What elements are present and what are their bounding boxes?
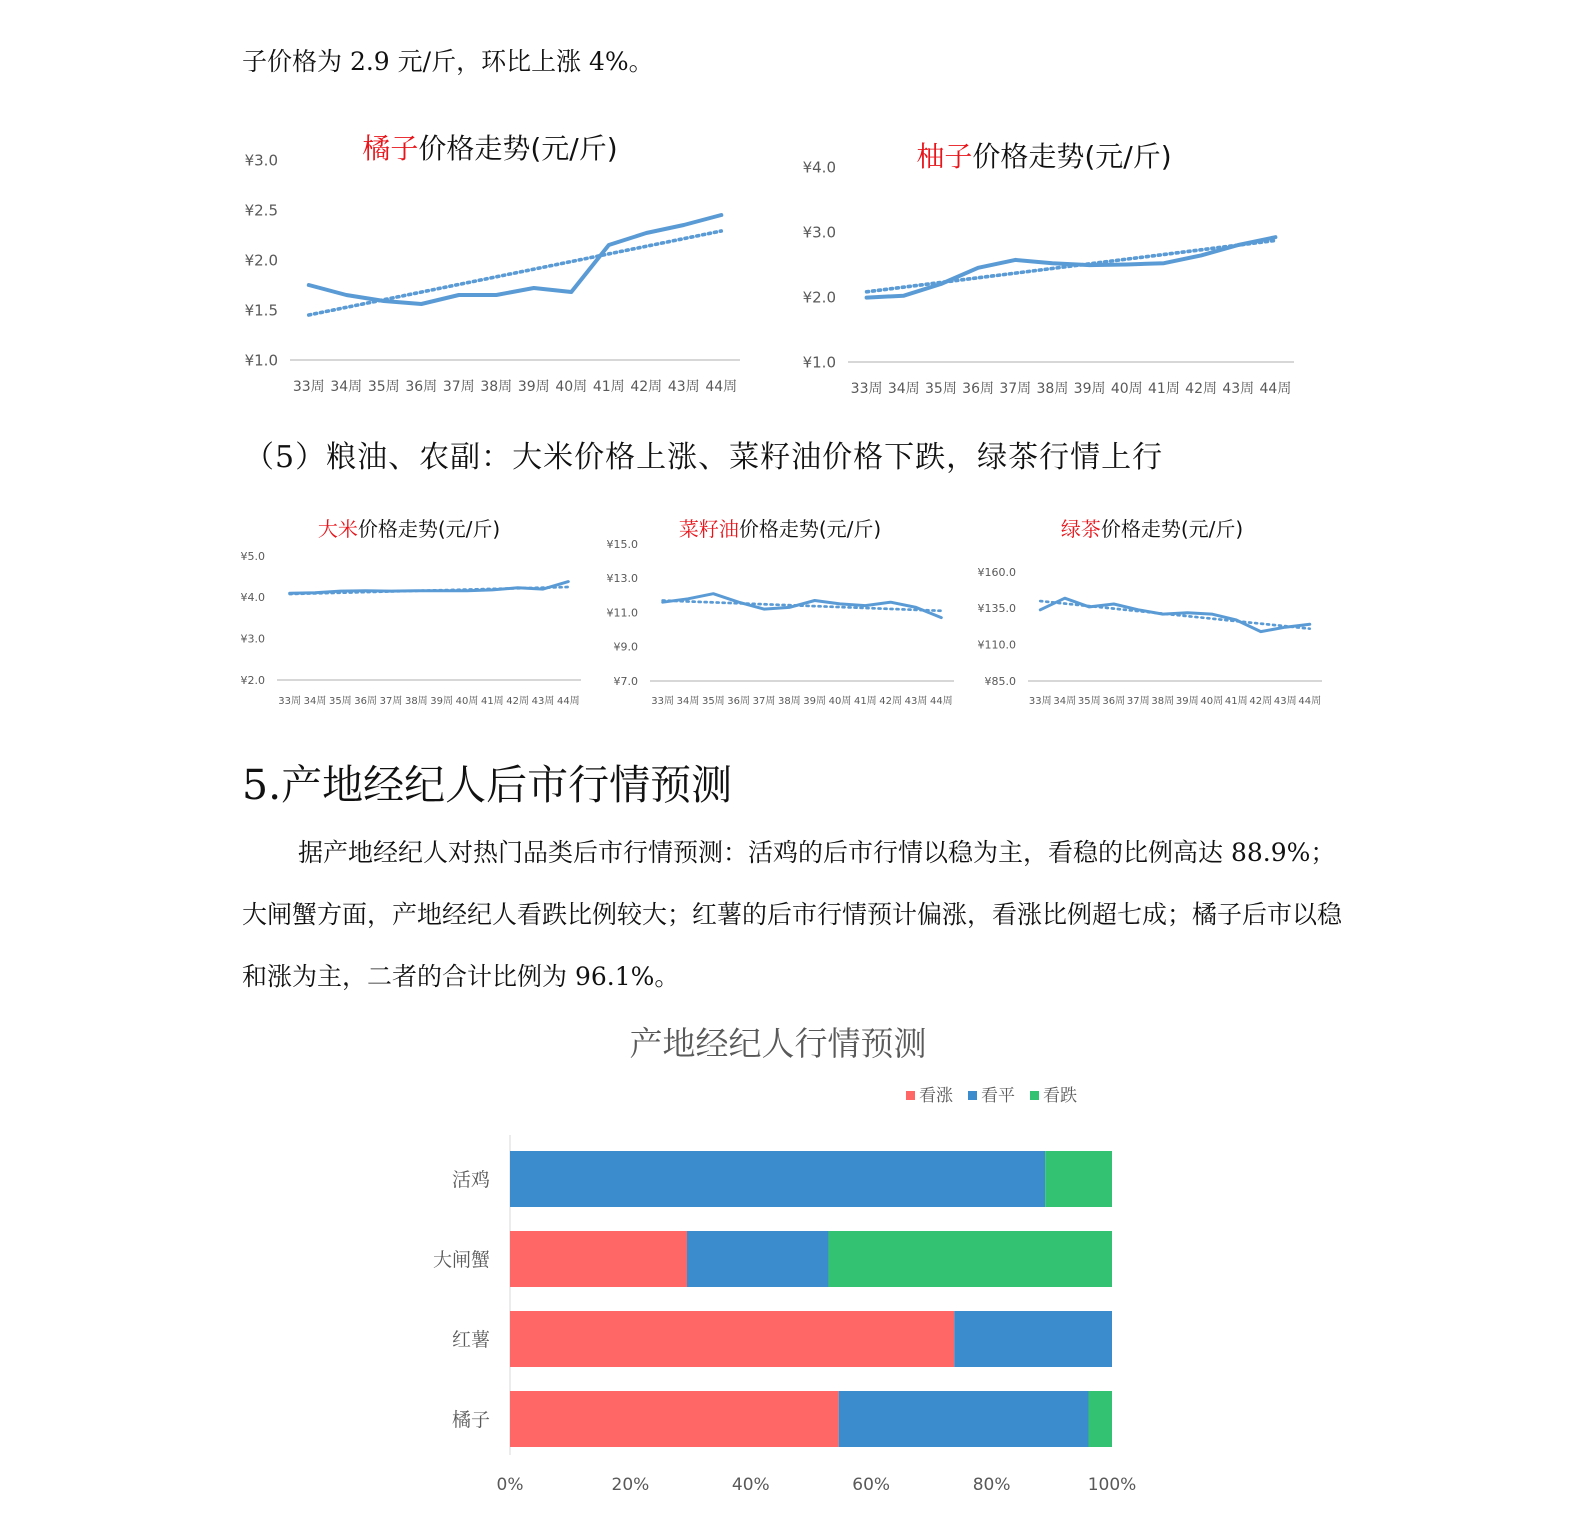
x-tick-label: 42周 <box>1249 696 1273 707</box>
y-tick-label: ¥2.5 <box>244 201 278 220</box>
y-tick-label: ¥3.0 <box>240 632 265 646</box>
x-tick-label: 44周 <box>1298 696 1322 707</box>
bar-segment <box>828 1231 1112 1287</box>
x-tick-label: 41周 <box>1224 696 1248 707</box>
bar-segment <box>1089 1391 1112 1447</box>
y-tick-label: ¥135.0 <box>977 602 1016 616</box>
broker-forecast-chart <box>400 1015 1180 1495</box>
x-tick-label: 44周 <box>556 696 580 707</box>
chart-title-rest: 价格走势(元/斤) <box>738 517 882 541</box>
x-tick-label: 40周 <box>1200 696 1224 707</box>
legend-swatch <box>906 1091 915 1100</box>
y-tick-label: ¥2.0 <box>240 673 265 687</box>
chart-title <box>1061 517 1243 541</box>
bar-segment <box>1045 1151 1112 1207</box>
trendline <box>663 601 942 611</box>
x-tick-label: 34周 <box>887 381 920 397</box>
x-tick-label: 37周 <box>442 379 475 395</box>
x-tick-label: 39周 <box>517 379 550 395</box>
x-tick-label: 35周 <box>328 696 352 707</box>
y-tick-label: ¥1.0 <box>802 353 836 372</box>
y-tick-label: ¥2.0 <box>244 251 278 270</box>
section-title: 5.产地经纪人后市行情预测 <box>242 761 733 809</box>
orange-price-chart <box>232 120 752 405</box>
x-tick-label: 40% <box>731 1475 770 1495</box>
chart-title: 产地经纪人行情预测 <box>629 1024 927 1063</box>
legend-label: 看平 <box>981 1086 1015 1106</box>
x-tick-label: 40周 <box>828 696 852 707</box>
x-tick-label: 40周 <box>555 379 588 395</box>
category-label: 橘子 <box>451 1409 490 1431</box>
chart-title <box>679 517 881 541</box>
x-tick-label: 60% <box>852 1475 891 1495</box>
x-tick-label: 36周 <box>1102 696 1126 707</box>
bar-segment <box>510 1391 839 1447</box>
x-tick-label: 43周 <box>1273 696 1297 707</box>
x-tick-label: 44周 <box>705 379 738 395</box>
chart-title-highlight: 菜籽油 <box>678 517 739 541</box>
x-tick-label: 41周 <box>853 696 877 707</box>
intro-line: 子价格为 2.9 元/斤，环比上涨 4%。 <box>242 47 654 76</box>
x-tick-label: 44周 <box>929 696 953 707</box>
y-tick-label: ¥11.0 <box>606 606 638 620</box>
x-tick-label: 43周 <box>904 696 928 707</box>
price-series-line <box>1040 598 1310 631</box>
y-tick-label: ¥1.5 <box>244 301 278 320</box>
y-tick-label: ¥4.0 <box>240 591 265 605</box>
chart-title <box>318 517 500 541</box>
chart-title-rest: 价格走势(元/斤) <box>972 140 1172 173</box>
x-tick-label: 42周 <box>1185 381 1217 397</box>
price-series-line <box>309 215 722 304</box>
chart-title-rest: 价格走势(元/斤) <box>1100 517 1244 541</box>
y-tick-label: ¥1.0 <box>244 351 278 370</box>
bar-segment <box>954 1311 1112 1367</box>
legend-swatch <box>968 1091 977 1100</box>
y-tick-label: ¥85.0 <box>984 674 1016 688</box>
x-tick-label: 38周 <box>777 696 801 707</box>
x-tick-label: 37周 <box>999 381 1032 397</box>
x-tick-label: 38周 <box>480 379 513 395</box>
category-label: 大闸蟹 <box>432 1249 490 1271</box>
x-tick-label: 36周 <box>354 696 378 707</box>
x-tick-label: 34周 <box>330 379 363 395</box>
x-tick-label: 33周 <box>292 379 325 395</box>
chart-title <box>362 132 617 165</box>
x-tick-label: 34周 <box>1053 696 1077 707</box>
x-tick-label: 38周 <box>1151 696 1175 707</box>
x-tick-label: 42周 <box>506 696 530 707</box>
pomelo-price-chart <box>792 128 1312 408</box>
x-tick-label: 34周 <box>303 696 327 707</box>
chart-title-highlight: 橘子 <box>362 132 419 165</box>
y-tick-label: ¥4.0 <box>802 158 836 177</box>
x-tick-label: 35周 <box>701 696 725 707</box>
x-tick-label: 39周 <box>803 696 827 707</box>
chart-title-highlight: 绿茶 <box>1060 517 1101 541</box>
x-tick-label: 36周 <box>405 379 438 395</box>
legend-swatch <box>1030 1091 1039 1100</box>
x-tick-label: 40周 <box>455 696 479 707</box>
x-tick-label: 36周 <box>962 381 994 397</box>
category-label: 活鸡 <box>451 1169 490 1191</box>
legend-label: 看跌 <box>1043 1086 1077 1106</box>
chart-title-highlight: 大米 <box>317 517 358 541</box>
rapeseed-oil-price-chart <box>608 508 970 718</box>
y-tick-label: ¥13.0 <box>606 572 638 586</box>
x-tick-label: 33周 <box>850 381 883 397</box>
green-tea-price-chart <box>977 508 1344 718</box>
x-tick-label: 37周 <box>752 696 776 707</box>
x-tick-label: 33周 <box>651 696 675 707</box>
x-tick-label: 35周 <box>925 381 957 397</box>
x-tick-label: 39周 <box>430 696 454 707</box>
bar-segment <box>510 1311 954 1367</box>
x-tick-label: 43周 <box>667 379 700 395</box>
category-label: 红薯 <box>451 1329 490 1351</box>
y-tick-label: ¥160.0 <box>977 565 1016 579</box>
x-tick-label: 33周 <box>1028 696 1052 707</box>
trendline <box>309 231 722 315</box>
x-tick-label: 34周 <box>676 696 700 707</box>
x-tick-label: 38周 <box>404 696 428 707</box>
x-tick-label: 100% <box>1087 1475 1137 1495</box>
bar-segment <box>510 1231 687 1287</box>
x-tick-label: 37周 <box>379 696 403 707</box>
x-tick-label: 80% <box>972 1475 1011 1495</box>
chart-title-rest: 价格走势(元/斤) <box>418 132 618 165</box>
bar-segment <box>839 1391 1089 1447</box>
x-tick-label: 41周 <box>592 379 625 395</box>
x-tick-label: 38周 <box>1036 381 1069 397</box>
x-tick-label: 42周 <box>630 379 663 395</box>
x-tick-label: 40周 <box>1110 381 1143 397</box>
x-tick-label: 36周 <box>727 696 751 707</box>
y-tick-label: ¥9.0 <box>613 640 638 654</box>
bar-segment <box>687 1231 828 1287</box>
x-tick-label: 33周 <box>278 696 302 707</box>
x-tick-label: 41周 <box>1148 381 1180 397</box>
chart-title <box>916 140 1171 173</box>
x-tick-label: 35周 <box>367 379 400 395</box>
price-series-line <box>290 582 569 594</box>
x-tick-label: 41周 <box>480 696 504 707</box>
y-tick-label: ¥5.0 <box>240 549 265 563</box>
forecast-paragraph: 据产地经纪人对热门品类后市行情预测：活鸡的后市行情以稳为主，看稳的比例高达 88.9%；大闸蟹方面，产地经纪人看跌比例较大；红薯的后市行情预计偏涨，看涨比例超七成；橘子后市以稳和涨为主，二者的合计比例为 96.1%。 <box>242 838 1343 991</box>
x-tick-label: 39周 <box>1073 381 1106 397</box>
chart-title-highlight: 柚子 <box>916 140 973 173</box>
y-tick-label: ¥2.0 <box>802 288 836 307</box>
x-tick-label: 42周 <box>879 696 903 707</box>
y-tick-label: ¥110.0 <box>977 638 1016 652</box>
section-heading-grain-oil: （5）粮油、农副：大米价格上涨、菜籽油价格下跌，绿茶行情上行 <box>244 440 1164 475</box>
y-tick-label: ¥7.0 <box>613 674 638 688</box>
x-tick-label: 43周 <box>1222 381 1255 397</box>
rice-price-chart <box>235 508 595 718</box>
chart-title-rest: 价格走势(元/斤) <box>357 517 501 541</box>
y-tick-label: ¥3.0 <box>244 151 278 170</box>
y-tick-label: ¥15.0 <box>606 537 638 551</box>
x-tick-label: 37周 <box>1126 696 1150 707</box>
y-tick-label: ¥3.0 <box>802 223 836 242</box>
x-tick-label: 39周 <box>1175 696 1199 707</box>
bar-segment <box>510 1151 1045 1207</box>
legend-label: 看涨 <box>919 1086 953 1106</box>
x-tick-label: 44周 <box>1259 381 1292 397</box>
x-tick-label: 43周 <box>531 696 555 707</box>
x-tick-label: 35周 <box>1077 696 1101 707</box>
x-tick-label: 20% <box>611 1475 650 1495</box>
x-tick-label: 0% <box>496 1475 524 1495</box>
